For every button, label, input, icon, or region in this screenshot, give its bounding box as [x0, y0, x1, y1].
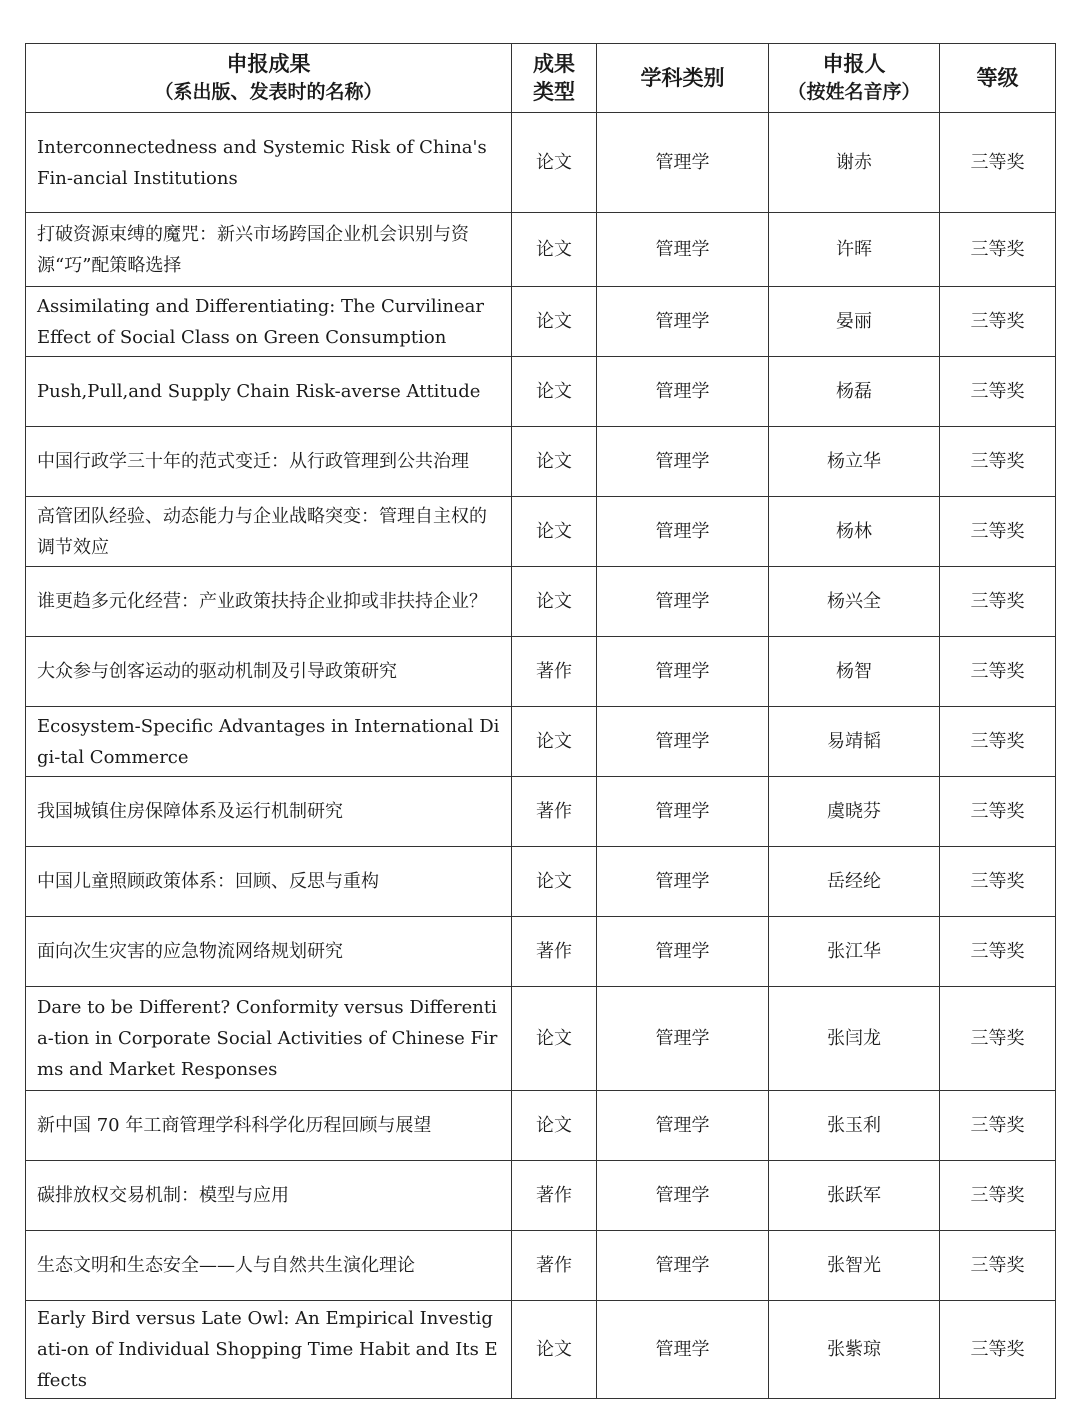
cell-applicant: 许晖	[769, 213, 940, 287]
cell-discipline: 管理学	[597, 567, 769, 637]
table-row	[26, 357, 1056, 427]
table-row	[26, 567, 1056, 637]
table-row	[26, 1231, 1056, 1301]
cell-level: 三等奖	[940, 1301, 1056, 1399]
cell-discipline: 管理学	[597, 113, 769, 213]
table-row	[26, 917, 1056, 987]
cell-type: 论文	[512, 497, 597, 567]
cell-discipline: 管理学	[597, 777, 769, 847]
cell-type: 论文	[512, 707, 597, 777]
cell-applicant: 张智光	[769, 1231, 940, 1301]
cell-discipline: 管理学	[597, 707, 769, 777]
cell-level: 三等奖	[940, 427, 1056, 497]
cell-type: 论文	[512, 987, 597, 1091]
cell-level: 三等奖	[940, 917, 1056, 987]
table-row	[26, 707, 1056, 777]
cell-level: 三等奖	[940, 567, 1056, 637]
cell-level: 三等奖	[940, 1091, 1056, 1161]
cell-applicant: 谢赤	[769, 113, 940, 213]
cell-type: 著作	[512, 637, 597, 707]
cell-type: 著作	[512, 1231, 597, 1301]
cell-discipline: 管理学	[597, 637, 769, 707]
table-row	[26, 213, 1056, 287]
table-row	[26, 777, 1056, 847]
cell-level: 三等奖	[940, 847, 1056, 917]
cell-title: Dare to be Different? Conformity versus Differentia-tion in Corporate Social Activities of Chinese Firms and Market Responses	[26, 987, 512, 1091]
header-level: 等级	[940, 44, 1056, 113]
cell-type: 论文	[512, 567, 597, 637]
table-row	[26, 287, 1056, 357]
cell-level: 三等奖	[940, 1161, 1056, 1231]
cell-type: 论文	[512, 1091, 597, 1161]
header-applicant-main: 申报人	[822, 52, 886, 76]
cell-type: 论文	[512, 1301, 597, 1399]
cell-applicant: 杨磊	[769, 357, 940, 427]
cell-title: 高管团队经验、动态能力与企业战略突变：管理自主权的调节效应	[26, 497, 512, 567]
cell-level: 三等奖	[940, 1231, 1056, 1301]
header-title-sub: （系出版、发表时的名称）	[154, 81, 383, 103]
cell-title: Push,Pull,and Supply Chain Risk-averse Attitude	[26, 357, 512, 427]
cell-level: 三等奖	[940, 213, 1056, 287]
cell-discipline: 管理学	[597, 987, 769, 1091]
table-row	[26, 1161, 1056, 1231]
table-row	[26, 113, 1056, 213]
cell-level: 三等奖	[940, 497, 1056, 567]
cell-discipline: 管理学	[597, 213, 769, 287]
cell-applicant: 易靖韬	[769, 707, 940, 777]
table-row	[26, 1301, 1056, 1399]
cell-level: 三等奖	[940, 637, 1056, 707]
awards-table	[25, 43, 1056, 1399]
cell-title: 谁更趋多元化经营：产业政策扶持企业抑或非扶持企业？	[26, 567, 512, 637]
cell-level: 三等奖	[940, 707, 1056, 777]
cell-level: 三等奖	[940, 987, 1056, 1091]
cell-applicant: 张江华	[769, 917, 940, 987]
cell-title: 打破资源束缚的魔咒：新兴市场跨国企业机会识别与资源“巧”配策略选择	[26, 213, 512, 287]
cell-applicant: 晏丽	[769, 287, 940, 357]
cell-applicant: 张跃军	[769, 1161, 940, 1231]
cell-type: 著作	[512, 777, 597, 847]
cell-title: Assimilating and Differentiating: The Curvilinear Effect of Social Class on Green Consumption	[26, 287, 512, 357]
cell-level: 三等奖	[940, 287, 1056, 357]
cell-discipline: 管理学	[597, 357, 769, 427]
cell-applicant: 虞晓芬	[769, 777, 940, 847]
cell-level: 三等奖	[940, 357, 1056, 427]
cell-type: 论文	[512, 847, 597, 917]
table-row	[26, 987, 1056, 1091]
header-type-line1: 成果	[533, 52, 575, 76]
cell-applicant: 岳经纶	[769, 847, 940, 917]
cell-title: Ecosystem-Specific Advantages in International Digi-tal Commerce	[26, 707, 512, 777]
table-row	[26, 637, 1056, 707]
table-row	[26, 497, 1056, 567]
cell-discipline: 管理学	[597, 427, 769, 497]
cell-title: 中国行政学三十年的范式变迁：从行政管理到公共治理	[26, 427, 512, 497]
cell-discipline: 管理学	[597, 1091, 769, 1161]
cell-applicant: 张闫龙	[769, 987, 940, 1091]
header-type	[512, 44, 597, 113]
cell-discipline: 管理学	[597, 847, 769, 917]
cell-title: 生态文明和生态安全——人与自然共生演化理论	[26, 1231, 512, 1301]
header-applicant-sub: （按姓名音序）	[787, 81, 921, 103]
header-title-main: 申报成果	[226, 52, 311, 76]
cell-type: 论文	[512, 357, 597, 427]
cell-discipline: 管理学	[597, 917, 769, 987]
cell-type: 论文	[512, 213, 597, 287]
header-discipline: 学科类别	[597, 44, 769, 113]
cell-applicant: 张紫琼	[769, 1301, 940, 1399]
cell-title: 中国儿童照顾政策体系：回顾、反思与重构	[26, 847, 512, 917]
cell-title: 面向次生灾害的应急物流网络规划研究	[26, 917, 512, 987]
cell-type: 著作	[512, 917, 597, 987]
table-header	[26, 44, 1056, 113]
cell-applicant: 杨兴全	[769, 567, 940, 637]
cell-type: 论文	[512, 113, 597, 213]
cell-level: 三等奖	[940, 113, 1056, 213]
cell-type: 论文	[512, 427, 597, 497]
cell-applicant: 杨林	[769, 497, 940, 567]
cell-title: 新中国 70 年工商管理学科科学化历程回顾与展望	[26, 1091, 512, 1161]
cell-title: Early Bird versus Late Owl: An Empirical Investigati-on of Individual Shopping Time Habit and Its Effects	[26, 1301, 512, 1399]
cell-title: Interconnectedness and Systemic Risk of China's Fin-ancial Institutions	[26, 113, 512, 213]
header-title	[26, 44, 512, 113]
table-row	[26, 1091, 1056, 1161]
cell-type: 论文	[512, 287, 597, 357]
cell-discipline: 管理学	[597, 497, 769, 567]
table-body	[26, 113, 1056, 1399]
header-type-line2: 类型	[533, 80, 575, 104]
cell-title: 碳排放权交易机制：模型与应用	[26, 1161, 512, 1231]
header-row	[26, 44, 1056, 113]
cell-applicant: 杨立华	[769, 427, 940, 497]
cell-discipline: 管理学	[597, 1301, 769, 1399]
table-row	[26, 427, 1056, 497]
table-row	[26, 847, 1056, 917]
cell-type: 著作	[512, 1161, 597, 1231]
cell-applicant: 杨智	[769, 637, 940, 707]
cell-discipline: 管理学	[597, 1161, 769, 1231]
header-applicant	[769, 44, 940, 113]
cell-discipline: 管理学	[597, 287, 769, 357]
cell-title: 我国城镇住房保障体系及运行机制研究	[26, 777, 512, 847]
cell-applicant: 张玉利	[769, 1091, 940, 1161]
cell-title: 大众参与创客运动的驱动机制及引导政策研究	[26, 637, 512, 707]
cell-discipline: 管理学	[597, 1231, 769, 1301]
cell-level: 三等奖	[940, 777, 1056, 847]
